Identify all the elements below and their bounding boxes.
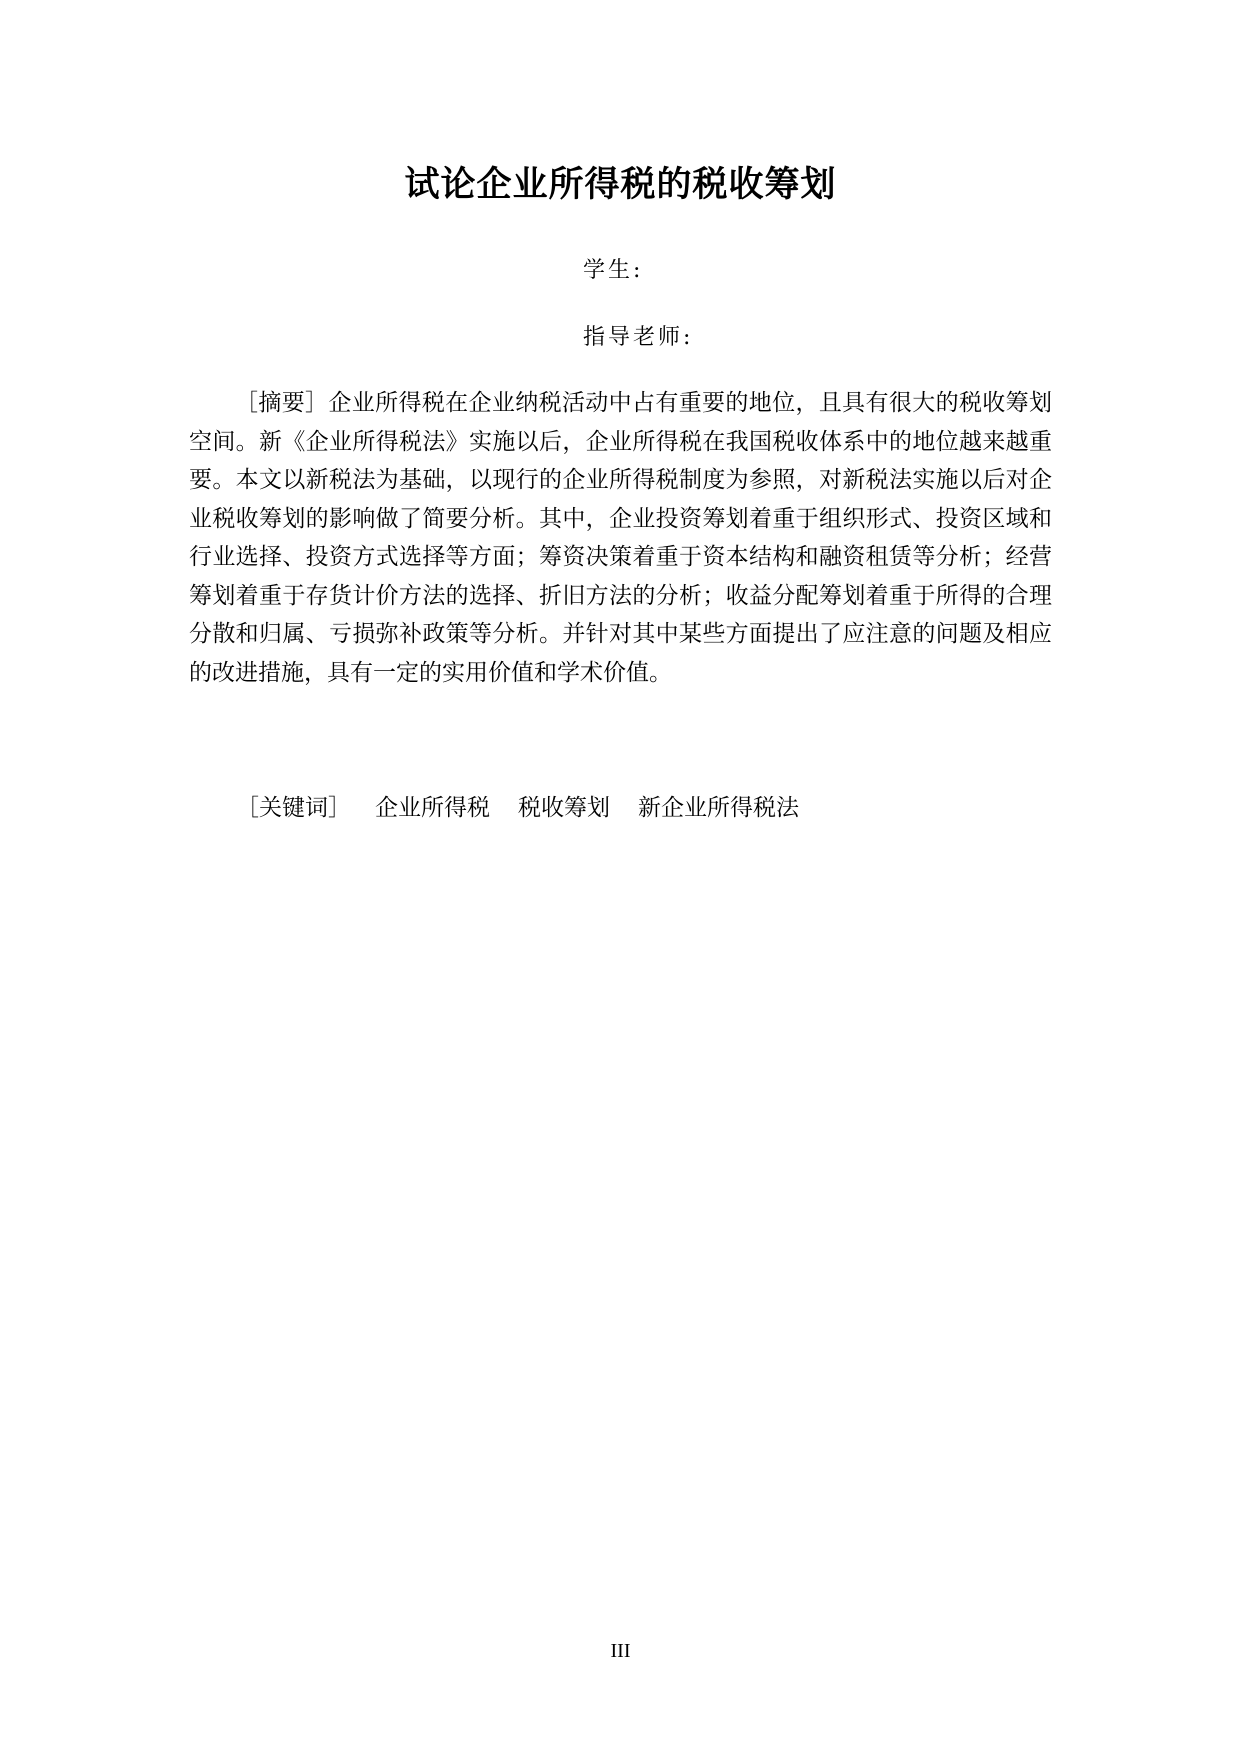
keyword-item: 税收筹划 <box>518 795 610 821</box>
advisor-label: 指导老师: <box>583 325 694 350</box>
keywords-line <box>236 789 799 827</box>
keywords-label: ［关键词］ <box>236 795 351 821</box>
abstract-paragraph: ［摘要］企业所得税在企业纳税活动中占有重要的地位，且具有很大的税收筹划空间。新《企业所得税法》实施以后，企业所得税在我国税收体系中的地位越来越重要。本文以新税法为基础，以现行的企业所得税制度为参照，对新税法实施以后对企业税收筹划的影响做了简要分析。其中，企业投资筹划着重于组织形式、投资区域和行业选择、投资方式选择等方面；筹资决策着重于资本结构和融资租赁等分析；经营筹划着重于存货计价方法的选择、折旧方法的分析；收益分配筹划着重于所得的合理分散和归属、亏损弥补政策等分析。并针对其中某些方面提出了应注意的问题及相应的改进措施，具有一定的实用价值和学术价值。 <box>189 390 1052 686</box>
page-number: III <box>610 1640 631 1662</box>
student-label: 学生: <box>583 258 644 283</box>
paper-title: 试论企业所得税的税收筹划 <box>404 165 837 205</box>
keyword-item: 新企业所得税法 <box>638 795 799 821</box>
keyword-item: 企业所得税 <box>375 795 490 821</box>
